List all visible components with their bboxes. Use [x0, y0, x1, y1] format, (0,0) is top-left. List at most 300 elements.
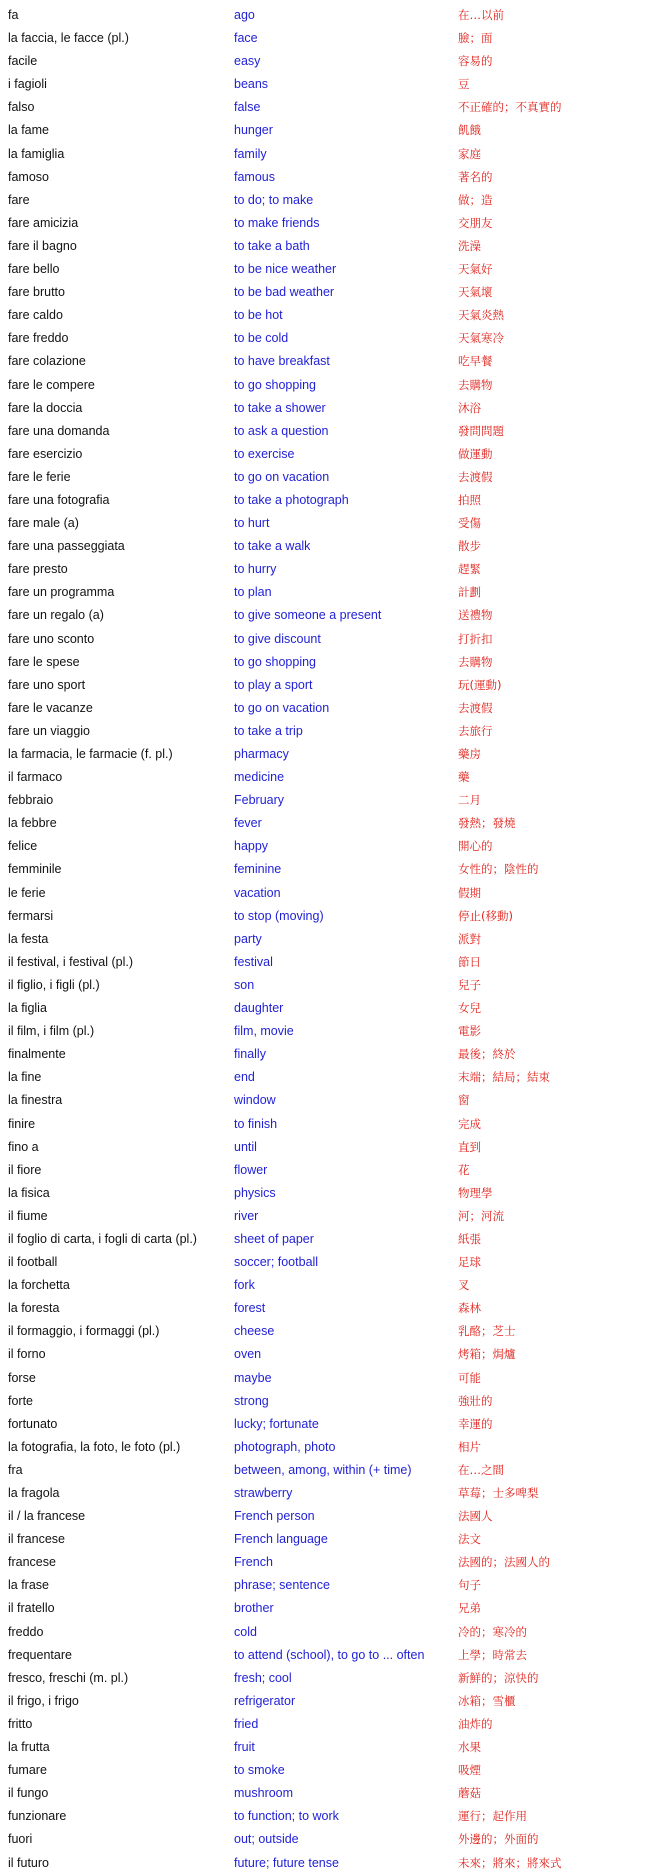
italian-term: fare un viaggio — [8, 723, 91, 738]
italian-term: la fotografia, la foto, le foto (pl.) — [8, 1439, 181, 1454]
italian-term: il forno — [8, 1347, 46, 1362]
vocab-row — [0, 1367, 650, 1390]
chinese-translation: 二月 — [458, 793, 481, 808]
chinese-translation: 法國的；法國人的 — [458, 1555, 550, 1570]
chinese-translation: 著名的 — [458, 169, 493, 184]
vocab-row — [0, 628, 650, 651]
chinese-translation: 相片 — [458, 1439, 481, 1454]
vocab-row — [0, 1805, 650, 1828]
vocab-row — [0, 1182, 650, 1205]
english-translation: fruit — [234, 1740, 255, 1755]
italian-term: il francese — [8, 1532, 65, 1547]
italian-term: fare uno sconto — [8, 631, 95, 646]
english-translation: festival — [234, 954, 273, 969]
english-translation: brother — [234, 1601, 274, 1616]
vocab-row — [0, 743, 650, 766]
chinese-translation: 在…之間 — [458, 1462, 504, 1477]
italian-term: funzionare — [8, 1809, 67, 1824]
english-translation: French person — [234, 1509, 315, 1524]
vocab-row — [0, 1413, 650, 1436]
chinese-translation: 法國人 — [458, 1509, 493, 1524]
english-translation: to take a photograph — [234, 492, 349, 507]
vocab-row — [0, 327, 650, 350]
vocab-row — [0, 189, 650, 212]
vocab-row — [0, 1667, 650, 1690]
english-translation: to smoke — [234, 1763, 285, 1778]
english-translation: lucky; fortunate — [234, 1416, 319, 1431]
vocab-row — [0, 905, 650, 928]
english-translation: to have breakfast — [234, 354, 330, 369]
italian-term: fare le ferie — [8, 469, 71, 484]
italian-term: femminile — [8, 862, 62, 877]
chinese-translation: 洗澡 — [458, 238, 481, 253]
vocab-row — [0, 882, 650, 905]
italian-term: fare male (a) — [8, 516, 79, 531]
vocab-row — [0, 1621, 650, 1644]
english-translation: to function; to work — [234, 1809, 339, 1824]
chinese-translation: 物理學 — [458, 1185, 493, 1200]
chinese-translation: 女兒 — [458, 1001, 481, 1016]
chinese-translation: 吃早餐 — [458, 354, 493, 369]
english-translation: between, among, within (+ time) — [234, 1462, 412, 1477]
english-translation: future; future tense — [234, 1855, 339, 1870]
chinese-translation: 花 — [458, 1162, 470, 1177]
vocab-row — [0, 304, 650, 327]
chinese-translation: 油炸的 — [458, 1716, 493, 1731]
italian-term: fortunato — [8, 1416, 58, 1431]
chinese-translation: 叉 — [458, 1278, 470, 1293]
italian-term: finire — [8, 1116, 36, 1131]
vocab-row — [0, 1597, 650, 1620]
chinese-translation: 窗 — [458, 1093, 470, 1108]
chinese-translation: 天氣壞 — [458, 285, 493, 300]
chinese-translation: 拍照 — [458, 492, 481, 507]
italian-term: forte — [8, 1393, 34, 1408]
chinese-translation: 上學；時常去 — [458, 1647, 527, 1662]
chinese-translation: 天氣炎熱 — [458, 308, 504, 323]
italian-term: fare — [8, 192, 30, 207]
italian-term: fare una fotografia — [8, 492, 110, 507]
vocab-row — [0, 928, 650, 951]
english-translation: to play a sport — [234, 677, 313, 692]
english-translation: to exercise — [234, 446, 295, 461]
english-translation: phrase; sentence — [234, 1578, 330, 1593]
english-translation: family — [234, 146, 267, 161]
chinese-translation: 打折扣 — [458, 631, 493, 646]
english-translation: window — [234, 1093, 276, 1108]
chinese-translation: 完成 — [458, 1116, 481, 1131]
italian-term: la faccia, le facce (pl.) — [8, 31, 129, 46]
vocab-row — [0, 1066, 650, 1089]
vocab-row — [0, 4, 650, 27]
italian-term: fare una domanda — [8, 423, 110, 438]
italian-term: il football — [8, 1255, 58, 1270]
vocab-row — [0, 1852, 650, 1875]
vocab-row — [0, 235, 650, 258]
italian-term: fra — [8, 1462, 23, 1477]
chinese-translation: 兒子 — [458, 977, 481, 992]
chinese-translation: 假期 — [458, 885, 481, 900]
english-translation: to plan — [234, 585, 272, 600]
vocab-row — [0, 535, 650, 558]
english-translation: fresh; cool — [234, 1670, 292, 1685]
vocab-row — [0, 1089, 650, 1112]
italian-term: la fame — [8, 123, 49, 138]
italian-term: fuori — [8, 1832, 33, 1847]
italian-term: il festival, i festival (pl.) — [8, 954, 134, 969]
chinese-translation: 做運動 — [458, 446, 493, 461]
italian-term: la finestra — [8, 1093, 63, 1108]
vocab-row — [0, 1459, 650, 1482]
italian-term: famoso — [8, 169, 49, 184]
vocab-row — [0, 604, 650, 627]
chinese-translation: 臉；面 — [458, 31, 493, 46]
italian-term: fare una passeggiata — [8, 539, 125, 554]
vocab-row — [0, 697, 650, 720]
chinese-translation: 天氣寒冷 — [458, 331, 504, 346]
chinese-translation: 派對 — [458, 931, 481, 946]
italian-term: la festa — [8, 931, 49, 946]
italian-term: fare freddo — [8, 331, 69, 346]
english-translation: French — [234, 1555, 273, 1570]
vocab-row — [0, 674, 650, 697]
english-translation: to go shopping — [234, 377, 317, 392]
vocab-row — [0, 166, 650, 189]
vocab-row — [0, 1713, 650, 1736]
italian-term: fresco, freschi (m. pl.) — [8, 1670, 129, 1685]
english-translation: to ask a question — [234, 423, 329, 438]
italian-term: il figlio, i figli (pl.) — [8, 977, 100, 992]
chinese-translation: 吸煙 — [458, 1763, 481, 1778]
chinese-translation: 計劃 — [458, 585, 481, 600]
chinese-translation: 最後；終於 — [458, 1047, 516, 1062]
italian-term: il farmaco — [8, 770, 63, 785]
italian-term: fumare — [8, 1763, 47, 1778]
italian-term: finalmente — [8, 1047, 66, 1062]
vocab-row — [0, 96, 650, 119]
english-translation: soccer; football — [234, 1255, 319, 1270]
italian-term: il formaggio, i formaggi (pl.) — [8, 1324, 160, 1339]
chinese-translation: 飢餓 — [458, 123, 481, 138]
italian-term: facile — [8, 54, 38, 69]
italian-term: fa — [8, 8, 19, 22]
english-translation: cheese — [234, 1324, 275, 1339]
chinese-translation: 發熱；發燒 — [458, 816, 516, 831]
italian-term: fare il bagno — [8, 238, 77, 253]
chinese-translation: 句子 — [458, 1578, 481, 1593]
vocab-row — [0, 1482, 650, 1505]
english-translation: beans — [234, 77, 269, 92]
english-translation: daughter — [234, 1001, 284, 1016]
english-translation: physics — [234, 1185, 276, 1200]
vocab-row — [0, 1043, 650, 1066]
chinese-translation: 電影 — [458, 1024, 481, 1039]
italian-term: il frigo, i frigo — [8, 1693, 79, 1708]
vocab-row — [0, 397, 650, 420]
italian-term: il fratello — [8, 1601, 55, 1616]
chinese-translation: 開心的 — [458, 839, 493, 854]
english-translation: fork — [234, 1278, 255, 1293]
english-translation: to do; to make — [234, 192, 314, 207]
vocab-row — [0, 73, 650, 96]
italian-term: la figlia — [8, 1001, 47, 1016]
italian-term: frequentare — [8, 1647, 72, 1662]
vocab-row — [0, 1390, 650, 1413]
english-translation: to be cold — [234, 331, 289, 346]
italian-term: fare la doccia — [8, 400, 83, 415]
vocab-row — [0, 812, 650, 835]
italian-term: fare un programma — [8, 585, 115, 600]
italian-term: la frutta — [8, 1740, 50, 1755]
vocab-row — [0, 1736, 650, 1759]
chinese-translation: 強壯的 — [458, 1393, 493, 1408]
italian-term: la febbre — [8, 816, 57, 831]
italian-term: la forchetta — [8, 1278, 70, 1293]
vocab-row — [0, 1251, 650, 1274]
italian-term: fritto — [8, 1716, 33, 1731]
chinese-translation: 幸運的 — [458, 1416, 493, 1431]
italian-term: fare le spese — [8, 654, 80, 669]
english-translation: forest — [234, 1301, 266, 1316]
english-translation: river — [234, 1208, 259, 1223]
chinese-translation: 去渡假 — [458, 469, 493, 484]
english-translation: to take a shower — [234, 400, 326, 415]
chinese-translation: 受傷 — [458, 516, 481, 531]
chinese-translation: 藥房 — [458, 747, 481, 761]
vocab-row — [0, 1159, 650, 1182]
vocab-row — [0, 143, 650, 166]
vocab-row — [0, 1574, 650, 1597]
italian-term: la fine — [8, 1070, 42, 1085]
italian-term: la frase — [8, 1578, 49, 1593]
chinese-translation: 散步 — [458, 539, 481, 554]
vocab-row — [0, 420, 650, 443]
english-translation: party — [234, 931, 262, 946]
english-translation: to take a trip — [234, 723, 303, 738]
vocab-row — [0, 720, 650, 743]
vocab-row — [0, 1505, 650, 1528]
english-translation: until — [234, 1139, 257, 1154]
vocab-row — [0, 974, 650, 997]
chinese-translation: 新鮮的；涼快的 — [458, 1670, 539, 1685]
english-translation: hunger — [234, 123, 273, 138]
chinese-translation: 可能 — [458, 1370, 481, 1385]
english-translation: to be nice weather — [234, 262, 337, 277]
italian-term: fare uno sport — [8, 677, 86, 692]
vocab-row — [0, 443, 650, 466]
italian-term: il fiume — [8, 1208, 48, 1223]
english-translation: out; outside — [234, 1832, 299, 1847]
english-translation: to hurt — [234, 516, 270, 531]
english-translation: to take a bath — [234, 238, 310, 253]
italian-term: il fiore — [8, 1162, 42, 1177]
english-translation: to hurry — [234, 562, 277, 577]
vocab-row — [0, 374, 650, 397]
chinese-translation: 水果 — [458, 1740, 481, 1755]
chinese-translation: 冷的；寒冷的 — [458, 1624, 527, 1639]
english-translation: cold — [234, 1624, 257, 1639]
chinese-translation: 紙張 — [458, 1231, 481, 1246]
chinese-translation: 停止(移動) — [458, 908, 513, 923]
italian-term: il foglio di carta, i fogli di carta (pl.) — [8, 1231, 197, 1246]
vocab-row — [0, 50, 650, 73]
chinese-translation: 女性的；陰性的 — [458, 862, 539, 877]
italian-term: febbraio — [8, 793, 54, 808]
english-translation: happy — [234, 839, 269, 854]
italian-term: fare caldo — [8, 308, 63, 323]
vocab-row — [0, 1136, 650, 1159]
vocab-row — [0, 466, 650, 489]
vocab-row — [0, 512, 650, 535]
chinese-translation: 天氣好 — [458, 262, 493, 277]
italian-term: il / la francese — [8, 1509, 86, 1524]
italian-term: forse — [8, 1370, 36, 1385]
chinese-translation: 送禮物 — [458, 608, 493, 623]
vocab-row — [0, 558, 650, 581]
chinese-translation: 法文 — [458, 1532, 481, 1547]
italian-term: freddo — [8, 1624, 44, 1639]
vocab-row — [0, 1644, 650, 1667]
english-translation: refrigerator — [234, 1693, 296, 1708]
vocab-row — [0, 1320, 650, 1343]
chinese-translation: 發問問題 — [458, 423, 504, 438]
chinese-translation: 運行；起作用 — [458, 1809, 527, 1824]
italian-term: fare le compere — [8, 377, 95, 392]
italian-term: fermarsi — [8, 908, 54, 923]
english-translation: medicine — [234, 770, 285, 785]
italian-term: fare un regalo (a) — [8, 608, 104, 623]
vocab-row — [0, 281, 650, 304]
english-translation: famous — [234, 169, 275, 184]
chinese-translation: 兄弟 — [458, 1601, 481, 1616]
chinese-translation: 未來；將來；將來式 — [458, 1855, 562, 1870]
chinese-translation: 乳酪；芝士 — [458, 1324, 516, 1339]
chinese-translation: 森林 — [458, 1301, 481, 1316]
english-translation: feminine — [234, 862, 282, 877]
vocab-row — [0, 27, 650, 50]
italian-term: fare colazione — [8, 354, 86, 369]
vocab-row — [0, 766, 650, 789]
chinese-translation: 去購物 — [458, 654, 493, 669]
chinese-translation: 烤箱；焗爐 — [458, 1347, 516, 1362]
english-translation: ago — [234, 8, 255, 22]
chinese-translation: 不正確的；不真實的 — [458, 100, 562, 115]
chinese-translation: 豆 — [458, 77, 470, 92]
italian-term: felice — [8, 839, 38, 854]
vocab-row — [0, 1436, 650, 1459]
english-translation: French language — [234, 1532, 328, 1547]
vocab-row — [0, 1205, 650, 1228]
vocab-row — [0, 835, 650, 858]
english-translation: to stop (moving) — [234, 908, 324, 923]
chinese-translation: 末端；結局；結束 — [458, 1070, 550, 1085]
vocab-row — [0, 1782, 650, 1805]
vocab-row — [0, 951, 650, 974]
vocab-row — [0, 997, 650, 1020]
vocab-row — [0, 1690, 650, 1713]
chinese-translation: 趕緊 — [458, 562, 481, 577]
italian-term: fare le vacanze — [8, 700, 93, 715]
chinese-translation: 河；河流 — [458, 1208, 504, 1223]
english-translation: to go on vacation — [234, 469, 330, 484]
english-translation: end — [234, 1070, 255, 1085]
english-translation: oven — [234, 1347, 262, 1362]
italian-term: il futuro — [8, 1855, 49, 1870]
english-translation: to go shopping — [234, 654, 317, 669]
italian-term: il fungo — [8, 1786, 49, 1801]
italian-term: fare brutto — [8, 285, 65, 300]
english-translation: to finish — [234, 1116, 278, 1131]
chinese-translation: 蘑菇 — [458, 1786, 481, 1801]
vocab-row — [0, 119, 650, 142]
vocab-row — [0, 1759, 650, 1782]
italian-term: fare amicizia — [8, 215, 79, 230]
vocab-row — [0, 1528, 650, 1551]
chinese-translation: 在…以前 — [458, 8, 504, 22]
chinese-translation: 足球 — [458, 1255, 481, 1270]
chinese-translation: 直到 — [458, 1139, 481, 1154]
english-translation: son — [234, 977, 255, 992]
vocab-row — [0, 651, 650, 674]
english-translation: to be hot — [234, 308, 283, 323]
english-translation: film, movie — [234, 1024, 294, 1039]
chinese-translation: 去購物 — [458, 377, 493, 392]
italian-term: la fragola — [8, 1486, 60, 1500]
chinese-translation: 去渡假 — [458, 700, 493, 715]
english-translation: sheet of paper — [234, 1231, 314, 1246]
vocab-row — [0, 1828, 650, 1851]
english-translation: pharmacy — [234, 747, 289, 761]
vocab-row — [0, 1228, 650, 1251]
english-translation: fever — [234, 816, 262, 831]
english-translation: to be bad weather — [234, 285, 335, 300]
english-translation: to attend (school), to go to ... often — [234, 1647, 425, 1662]
vocab-row — [0, 789, 650, 812]
chinese-translation: 沐浴 — [458, 400, 481, 415]
vocab-row — [0, 1297, 650, 1320]
english-translation: vacation — [234, 885, 281, 900]
english-translation: fried — [234, 1716, 259, 1731]
chinese-translation: 藥 — [458, 770, 470, 785]
italian-term: la foresta — [8, 1301, 60, 1316]
english-translation: February — [234, 793, 285, 808]
vocab-row — [0, 258, 650, 281]
italian-term: falso — [8, 100, 35, 115]
chinese-translation: 玩(運動) — [458, 677, 502, 692]
vocab-row — [0, 1343, 650, 1366]
vocab-row — [0, 489, 650, 512]
english-translation: mushroom — [234, 1786, 294, 1801]
english-translation: strong — [234, 1393, 269, 1408]
english-translation: to give someone a present — [234, 608, 382, 623]
italian-term: la fisica — [8, 1185, 50, 1200]
english-translation: false — [234, 100, 261, 115]
chinese-translation: 容易的 — [458, 54, 493, 69]
vocab-row — [0, 858, 650, 881]
chinese-translation: 草莓；士多啤梨 — [458, 1486, 539, 1500]
vocab-row — [0, 212, 650, 235]
vocab-row — [0, 1020, 650, 1043]
italian-term: fino a — [8, 1139, 39, 1154]
chinese-translation: 冰箱；雪櫃 — [458, 1693, 516, 1708]
italian-term: il film, i film (pl.) — [8, 1024, 95, 1039]
italian-term: fare esercizio — [8, 446, 83, 461]
italian-term: fare bello — [8, 262, 60, 277]
english-translation: easy — [234, 54, 261, 69]
english-translation: to make friends — [234, 215, 320, 230]
chinese-translation: 外邊的；外面的 — [458, 1832, 539, 1847]
english-translation: face — [234, 31, 258, 46]
